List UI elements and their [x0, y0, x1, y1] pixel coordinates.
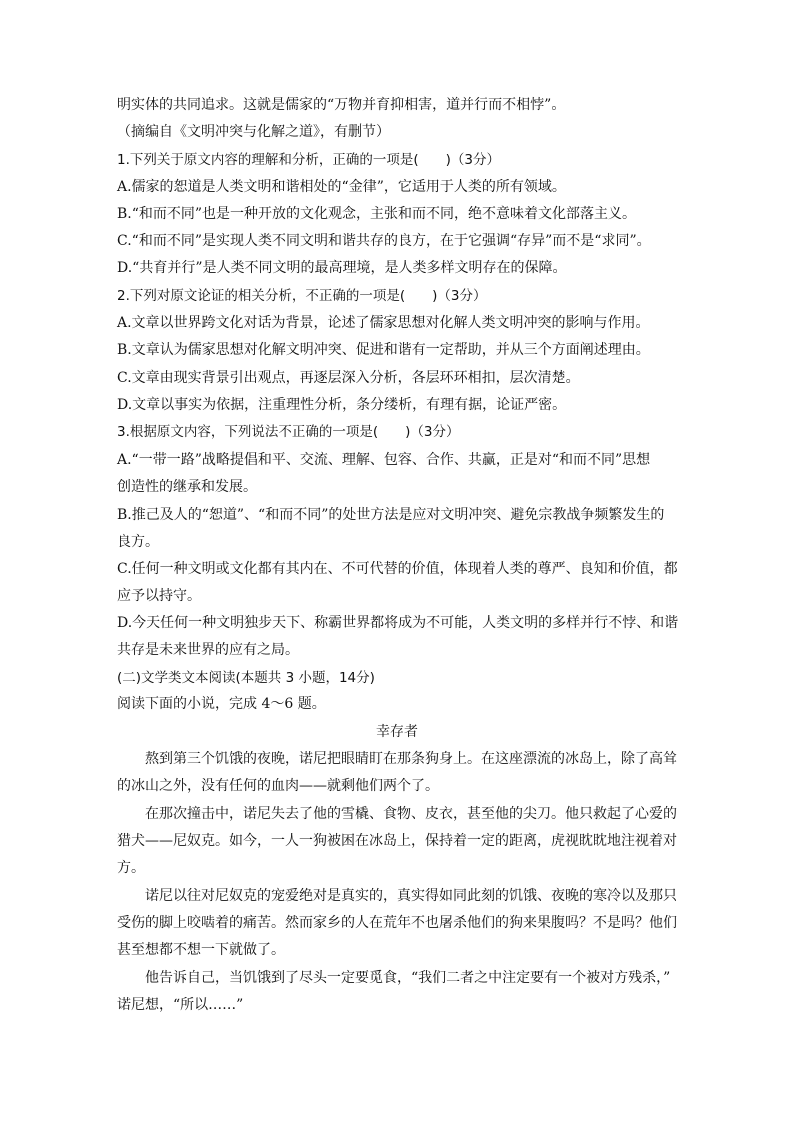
- question-3: 3.根据原文内容，下列说法不正确的一项是( )（3分）: [117, 424, 460, 440]
- text-line: 明实体的共同追求。这就是儒家的“万物并育抑相害，道并行而不相悖”。: [117, 97, 566, 113]
- story-line: 诺尼以往对尼奴克的宠爱绝对是真实的，真实得如同此刻的饥饿、夜晚的寒冷以及那只: [145, 888, 677, 904]
- option-1c: C.“和而不同”是实现人类不同文明和谐共存的良方，在于它强调“存异”而不是“求同”。: [117, 233, 651, 249]
- option-2d: D.文章以事实为依据，注重理性分析，条分缕析，有理有据，论证严密。: [117, 397, 567, 413]
- option-1a: A.儒家的恕道是人类文明和谐相处的“金律”，它适用于人类的所有领域。: [117, 179, 566, 195]
- option-3b-line2: 良方。: [117, 534, 159, 550]
- story-line: 甚至想都不想一下就做了。: [117, 942, 285, 958]
- story-line: 的冰山之外，没有任何的血肉——就剩他们两个了。: [117, 778, 439, 794]
- option-3a-line1: A.“一带一路”战略提倡和平、交流、理解、包容、合作、共赢，正是对“和而不同”思想: [117, 452, 651, 468]
- option-2c: C.文章由现实背景引出观点，再逐层深入分析，各层环环相扣，层次清楚。: [117, 370, 580, 386]
- question-1: 1.下列关于原文内容的理解和分析，正确的一项是( )（3分）: [117, 152, 501, 168]
- instruction: 阅读下面的小说，完成 4～6 题。: [117, 696, 326, 712]
- section-heading: (二)文学类文本阅读(本题共 3 小题，14分): [117, 670, 375, 686]
- option-2b: B.文章认为儒家思想对化解文明冲突、促进和谐有一定帮助，并从三个方面阐述理由。: [117, 342, 650, 358]
- story-line: 方。: [117, 860, 145, 876]
- story-title: 幸存者: [376, 724, 418, 740]
- story-line: 受伤的脚上咬啮着的痛苦。然而家乡的人在荒年不也屠杀他们的狗来果腹吗？不是吗？他们: [117, 915, 677, 931]
- story-line: 在那次撞击中，诺尼失去了他的雪橇、食物、皮衣，甚至他的尖刀。他只救起了心爱的: [145, 806, 677, 822]
- option-3b-line1: B.推己及人的“恕道”、“和而不同”的处世方法是应对文明冲突、避免宗教战争频繁发生的: [117, 507, 665, 523]
- option-1d: D.“共育并行”是人类不同文明的最高理境，是人类多样文明存在的保障。: [117, 260, 567, 276]
- story-line: 熬到第三个饥饿的夜晚，诺尼把眼睛盯在那条狗身上。在这座漂流的冰岛上，除了高耸: [145, 751, 677, 767]
- story-line: 猎犬——尼奴克。如今，一人一狗被困在冰岛上，保持着一定的距离，虎视眈眈地注视着对: [117, 833, 677, 849]
- option-1b: B.“和而不同”也是一种开放的文化观念，主张和而不同，绝不意味着文化部落主义。: [117, 206, 637, 222]
- option-3d-line1: D.今天任何一种文明独步天下、称霸世界都将成为不可能，人类文明的多样并行不悖、和谐: [117, 615, 679, 631]
- option-2a: A.文章以世界跨文化对话为背景，论述了儒家思想对化解人类文明冲突的影响与作用。: [117, 315, 650, 331]
- source-note: （摘编自《文明冲突与化解之道》，有删节）: [117, 124, 390, 140]
- option-3c-line1: C.任何一种文明或文化都有其内在、不可代替的价值，体现着人类的尊严、良知和价值，都: [117, 561, 678, 577]
- story-line: 他告诉自己，当饥饿到了尽头一定要觅食，“我们二者之中注定要有一个被对方残杀，”: [145, 970, 671, 986]
- story-line: 诺尼想，“所以……”: [117, 997, 244, 1013]
- option-3a-line2: 创造性的继承和发展。: [117, 479, 257, 495]
- option-3d-line2: 共存是未来世界的应有之局。: [117, 642, 299, 658]
- option-3c-line2: 应予以持守。: [117, 588, 201, 604]
- question-2: 2.下列对原文论证的相关分析，不正确的一项是( )（3分）: [117, 288, 487, 304]
